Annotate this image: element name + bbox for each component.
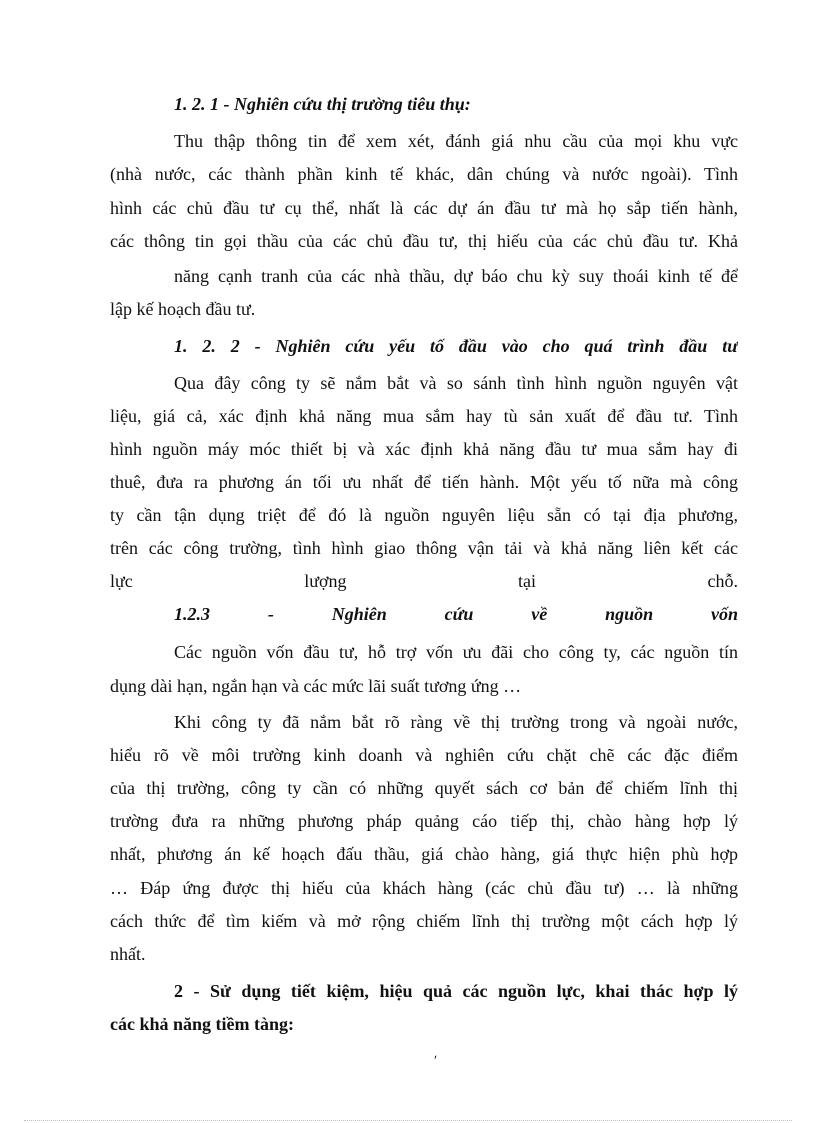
section-heading-1-2-3: 1.2.3 - Nghiên cứu về nguồn vốn (174, 604, 738, 624)
paragraph-line: trường đưa ra những phương pháp quảng cáo tiếp thị, chào hàng hợp lý (110, 811, 738, 831)
paragraph-line: (nhà nước, các thành phần kinh tế khác, dân chúng và nước ngoài). Tình (110, 164, 738, 184)
section-heading-1-2-1: 1. 2. 1 - Nghiên cứu thị trường tiêu thụ: (174, 94, 471, 114)
paragraph-line: ty cần tận dụng triệt để đó là nguồn nguyên liệu sẵn có tại địa phương, (110, 505, 738, 525)
paragraph-line: … Đáp ứng được thị hiếu của khách hàng (các chủ đầu tư) … là những (110, 878, 738, 898)
paragraph-line: hình nguồn máy móc thiết bị và xác định khả năng đầu tư mua sắm hay đi (110, 439, 738, 459)
paragraph-line: hiểu rõ về môi trường kinh doanh và nghiên cứu chặt chẽ các đặc điểm (110, 745, 738, 765)
paragraph-line: nhất, phương án kế hoạch đấu thầu, giá chào hàng, giá thực hiện phù hợp (110, 844, 738, 864)
paragraph-line: của thị trường, công ty cần có những quyết sách cơ bản để chiếm lĩnh thị (110, 778, 738, 798)
paragraph-line: Qua đây công ty sẽ nắm bắt và so sánh tình hình nguồn nguyên vật (174, 373, 738, 393)
paragraph-line: các thông tin gọi thầu của các chủ đầu tư, thị hiếu của các chủ đầu tư. Khả (110, 231, 738, 251)
footnote-mark: ʹ (434, 1054, 438, 1069)
section-heading-2: 2 - Sử dụng tiết kiệm, hiệu quả các nguồn lực, khai thác hợp lý (174, 981, 738, 1001)
paragraph-line: Khi công ty đã nắm bắt rõ ràng về thị trường trong và ngoài nước, (174, 712, 738, 732)
paragraph-line: thuê, đưa ra phương án tối ưu nhất để tiến hành. Một yếu tố nữa mà công (110, 472, 738, 492)
page-bottom-divider (24, 1120, 792, 1121)
paragraph-line: Các nguồn vốn đầu tư, hỗ trợ vốn ưu đãi cho công ty, các nguồn tín (174, 642, 738, 662)
section-heading-2-cont: các khả năng tiềm tàng: (110, 1014, 294, 1034)
paragraph-line: hình các chủ đầu tư cụ thể, nhất là các dự án đầu tư mà họ sắp tiến hành, (110, 198, 738, 218)
paragraph-line: cách thức để tìm kiếm và mở rộng chiếm lĩnh thị trường một cách hợp lý (110, 911, 738, 931)
paragraph-line: trên các công trường, tình hình giao thông vận tải và khả năng liên kết các (110, 538, 738, 558)
paragraph-line: lập kế hoạch đầu tư. (110, 299, 256, 319)
paragraph-line: năng cạnh tranh của các nhà thầu, dự báo chu kỳ suy thoái kinh tế để (174, 266, 738, 286)
paragraph-line: nhất. (110, 944, 146, 964)
paragraph-line: Thu thập thông tin để xem xét, đánh giá nhu cầu của mọi khu vực (174, 131, 738, 151)
paragraph-line: dụng dài hạn, ngắn hạn và các mức lãi suất tương ứng … (110, 676, 522, 696)
section-heading-1-2-2: 1. 2. 2 - Nghiên cứu yếu tố đầu vào cho quá trình đầu tư (174, 336, 738, 356)
paragraph-line: lực lượng tại chỗ. (110, 571, 738, 591)
paragraph-line: liệu, giá cả, xác định khả năng mua sắm hay tù sản xuất để đầu tư. Tình (110, 406, 738, 426)
